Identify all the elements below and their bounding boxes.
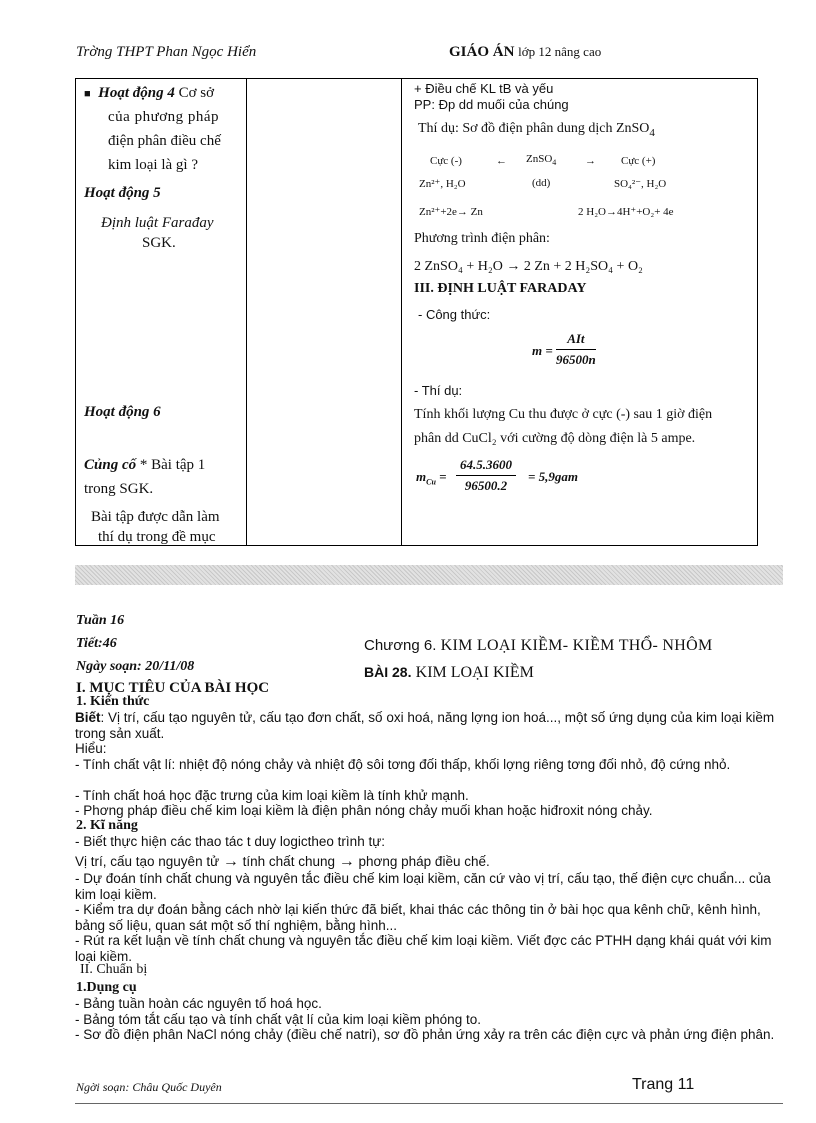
activity-column [76, 79, 246, 545]
content-column [408, 79, 758, 545]
hd4-heading: ■ Hoạt động 4 Cơ sở [84, 85, 215, 101]
equation-label: Phương trình điện phân: [414, 231, 550, 246]
table-divider [401, 79, 402, 545]
electrolysis-equation: 2 ZnSO₄ + H₂O → 2 Zn + 2 H₂SO₄ + O₂ [414, 259, 643, 274]
cc-line: Củng cố * Bài tập 1 [84, 457, 206, 473]
arrow-left-icon: ← [496, 155, 507, 167]
content-line: Thí dụ: Sơ đồ điện phân dung dịch ZnSO$_4$ [418, 121, 655, 139]
arrow-right-icon: → [585, 155, 596, 167]
period-label: Tiết:46 [76, 636, 117, 651]
hd5-line: SGK. [142, 235, 176, 251]
paragraph: - Bảng tuần hoàn các nguyên tố hoá học. [75, 996, 322, 1011]
content-line: + Điều chế KL tB và yếu [414, 81, 554, 96]
paragraph: Hiểu: [75, 741, 107, 756]
example-lhs: $m_{Cu}$ = [416, 469, 447, 487]
diagram-cathode: Cực (-) [430, 155, 462, 167]
hd5-line: Định luật Farađay [101, 215, 214, 231]
hd5-heading: Hoạt động 5 [84, 185, 161, 201]
content-line: PP: Đp dd muối của chúng [414, 97, 569, 112]
diagram-cathode-reaction: Zn²⁺+2e→ Zn [419, 206, 483, 218]
arrow-right-icon: → [222, 853, 239, 870]
formula-label: - Công thức: [418, 307, 491, 322]
footer-rule [75, 1103, 783, 1104]
lesson-heading: BÀI 28. KIM LOẠI KIỀM [364, 664, 534, 681]
paragraph: Biết: Vị trí, cấu tạo nguyên tử, cấu tạo đơn chất, số oxi hoá, năng lợng ion hoá..., một số ứng dụng của kim loại kiềm trong sản xuất. [75, 710, 775, 741]
example-label: - Thí dụ: [414, 383, 463, 398]
diagram-solution: (dd) [532, 177, 551, 189]
subsection-heading: 1. Kiến thức [76, 694, 150, 709]
paragraph: Vị trí, cấu tạo nguyên tử → tính chất chung → phơng pháp điều chế. [75, 853, 490, 870]
cc-line: trong SGK. [84, 481, 154, 497]
hd4-line: kim loại là gì ? [108, 157, 198, 173]
example-result: = 5,9gam [528, 469, 579, 484]
paragraph: - Phơng pháp điều chế kim loại kiềm là điện phân nóng chảy muối khan hoặc hiđroxit nóng chảy. [75, 803, 653, 818]
bt-line: thí dụ trong đề mục [98, 529, 216, 545]
author-label: Ngời soạn: Châu Quốc Duyên [76, 1080, 222, 1094]
chapter-heading: Chương 6. KIM LOẠI KIỀM- KIỀM THỔ- NHÔM [364, 637, 713, 654]
bt-line: Bài tập được dẫn làm [91, 509, 220, 525]
paragraph: - Tính chất hoá học đặc trưng của kim loại kiềm là tính khử mạnh. [75, 788, 469, 803]
paragraph: - Dự đoán tính chất chung và nguyên tắc điều chế kim loại kiềm, căn cứ vào vị trí, cấu tạo, thế điện cực chuẩn... của kim loại kiềm. [75, 871, 771, 902]
document-title [449, 44, 601, 61]
title-bold: GIÁO ÁN [449, 44, 515, 60]
paragraph: - Sơ đồ điện phân NaCl nóng chảy (điều chế natri), sơ đồ phản ứng xảy ra trên các điện cực và phản ứng điện phân. [75, 1027, 775, 1042]
week-label: Tuần 16 [76, 613, 125, 628]
paragraph: - Biết thực hiện các thao tác t duy logictheo trình tự: [75, 834, 385, 849]
lesson-table [75, 78, 758, 546]
hd4-line: điện phân điều chế [108, 133, 221, 149]
hd4-line: của phương pháp [108, 109, 220, 125]
diagram-anode: Cực (+) [621, 155, 656, 167]
subsection-heading: 1.Dụng cụ [76, 980, 137, 995]
section-heading: II. Chuẩn bị [80, 962, 148, 977]
section-heading: III. ĐỊNH LUẬT FARADAY [414, 281, 587, 296]
table-divider [246, 79, 247, 545]
paragraph: - Rút ra kết luận về tính chất chung và nguyên tắc điều chế kim loại kiềm. Viết đợc các PTHH dạng khái quát với kim loại kiềm. [75, 933, 772, 964]
section-separator [75, 565, 783, 585]
title-rest: lớp 12 nâng cao [518, 44, 602, 59]
example-fraction: $\frac{64.5.3600}{96500.2}$ [456, 457, 516, 494]
paragraph: - Tính chất vật lí: nhiệt độ nóng chảy và nhiệt độ sôi tơng đối thấp, khối lợng riêng tơng đối nhỏ, độ cứng nhỏ. [75, 757, 731, 772]
hd6-heading: Hoạt động 6 [84, 404, 161, 420]
date-label: Ngày soạn: 20/11/08 [76, 659, 195, 674]
example-line: phân dd CuCl₂ với cường độ dòng điện là 5 ampe. [414, 431, 696, 446]
page-number: Trang 11 [632, 1076, 695, 1093]
diagram-anode-ions: SO₄²⁻, H₂O [614, 178, 667, 190]
subsection-heading: 2. Kĩ năng [76, 818, 138, 833]
faraday-fraction: AIt 96500n [556, 331, 596, 367]
diagram-cathode-ions: Zn²⁺, H₂O [419, 178, 466, 190]
diagram-salt: ZnSO$_4$ [526, 153, 557, 168]
example-line: Tính khối lượng Cu thu được ở cực (-) sau 1 giờ điện [414, 407, 713, 422]
school-name: Trờng THPT Phan Ngọc Hiển [76, 44, 257, 60]
diagram-anode-reaction: 2 H₂O→4H⁺+O₂+ 4e [578, 206, 674, 218]
paragraph: - Bảng tóm tắt cấu tạo và tính chất vật lí của kim loại kiềm phóng to. [75, 1012, 481, 1027]
arrow-right-icon: → [338, 853, 355, 870]
paragraph: - Kiểm tra dự đoán bằng cách nhờ lại kiến thức đã biết, khai thác các thông tin ở bài học qua kênh chữ, kênh hình, bảng số liệu, quan sát một số thí nghiệm, bằng hình... [75, 902, 761, 933]
section-heading: I. MỤC TIÊU CỦA BÀI HỌC [76, 680, 270, 696]
formula-lhs: m = [532, 343, 553, 358]
bullet-icon: ■ [84, 88, 91, 100]
